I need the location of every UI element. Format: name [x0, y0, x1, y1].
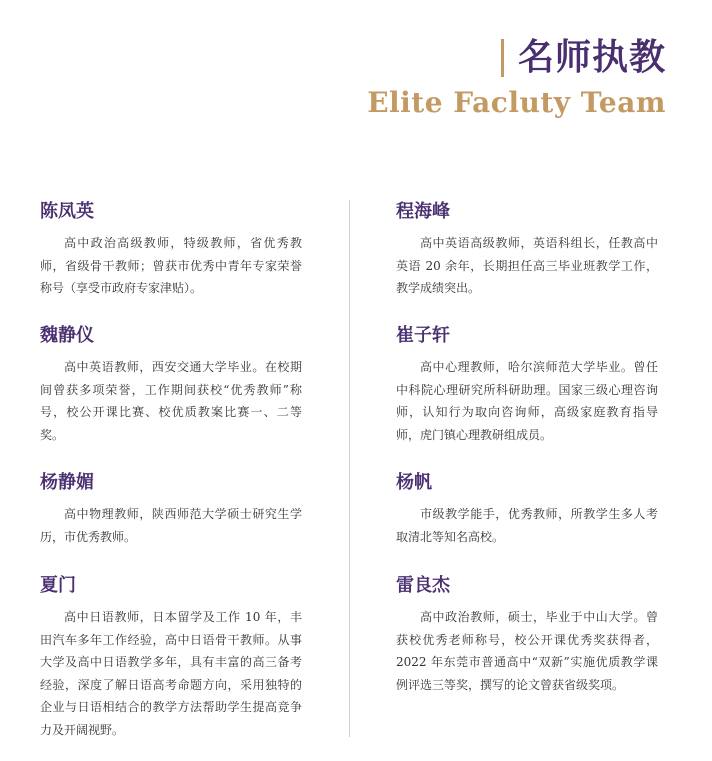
teacher-description: 市级教学能手，优秀教师，所教学生多人考取清北等知名高校。 — [396, 507, 658, 544]
teacher-name: 雷良杰 — [396, 575, 450, 596]
teacher-name: 程海峰 — [396, 201, 450, 222]
page-title: 名师执教 — [517, 37, 666, 78]
teacher-description: 高中政治高级教师，特级教师，省优秀教师，省级骨干教师；曾获市优秀中青年专家荣誉称号（享受市政府专家津贴）。 — [40, 236, 302, 295]
teacher-entry — [40, 471, 302, 548]
title-accent-bar — [501, 39, 504, 77]
teacher-name: 夏门 — [40, 575, 76, 596]
teacher-entry — [396, 324, 658, 446]
teacher-entry — [396, 200, 658, 300]
teacher-entry — [396, 574, 658, 696]
teacher-entry — [40, 324, 302, 446]
teacher-description: 高中政治教师，硕士，毕业于中山大学。曾获校优秀老师称号，校公开课优秀奖获得者，2022 年东莞市普通高中“双新”实施优质教学课例评选三等奖，撰写的论文曾获省级奖项。 — [396, 610, 658, 692]
teacher-name: 魏静仪 — [40, 325, 94, 346]
teacher-description: 高中心理教师，哈尔滨师范大学毕业。曾任中科院心理研究所科研助理。国家三级心理咨询师，认知行为取向咨询师，高级家庭教育指导师，虎门镇心理教研组成员。 — [396, 360, 658, 442]
teacher-name: 陈凤英 — [40, 201, 94, 222]
teacher-description: 高中日语教师，日本留学及工作 10 年，丰田汽车多年工作经验，高中日语骨干教师。从事大学及高中日语教学多年，具有丰富的高三备考经验，深度了解日语高考命题方向，采用独特的企业与日语相结合的教学方法帮助学生提高竞争力及开阔视野。 — [40, 610, 302, 737]
column-divider — [349, 200, 350, 737]
teacher-entry — [396, 471, 658, 548]
teacher-description: 高中英语教师，西安交通大学毕业。在校期间曾获多项荣誉，工作期间获校“优秀教师”称号，校公开课比赛、校优质教案比赛一、二等奖。 — [40, 360, 302, 442]
page-subtitle: Elite Facluty Team — [367, 86, 666, 119]
teacher-name: 杨静媚 — [40, 472, 94, 493]
page-header — [367, 36, 666, 119]
teacher-entry — [40, 200, 302, 300]
teacher-description: 高中物理教师，陕西师范大学硕士研究生学历，市优秀教师。 — [40, 507, 302, 544]
teacher-entry — [40, 574, 302, 741]
title-row — [367, 36, 666, 80]
teacher-description: 高中英语高级教师，英语科组长，任教高中英语 20 余年，长期担任高三毕业班教学工作，教学成绩突出。 — [396, 236, 658, 295]
teacher-name: 杨帆 — [396, 472, 432, 493]
teacher-name: 崔子轩 — [396, 325, 450, 346]
